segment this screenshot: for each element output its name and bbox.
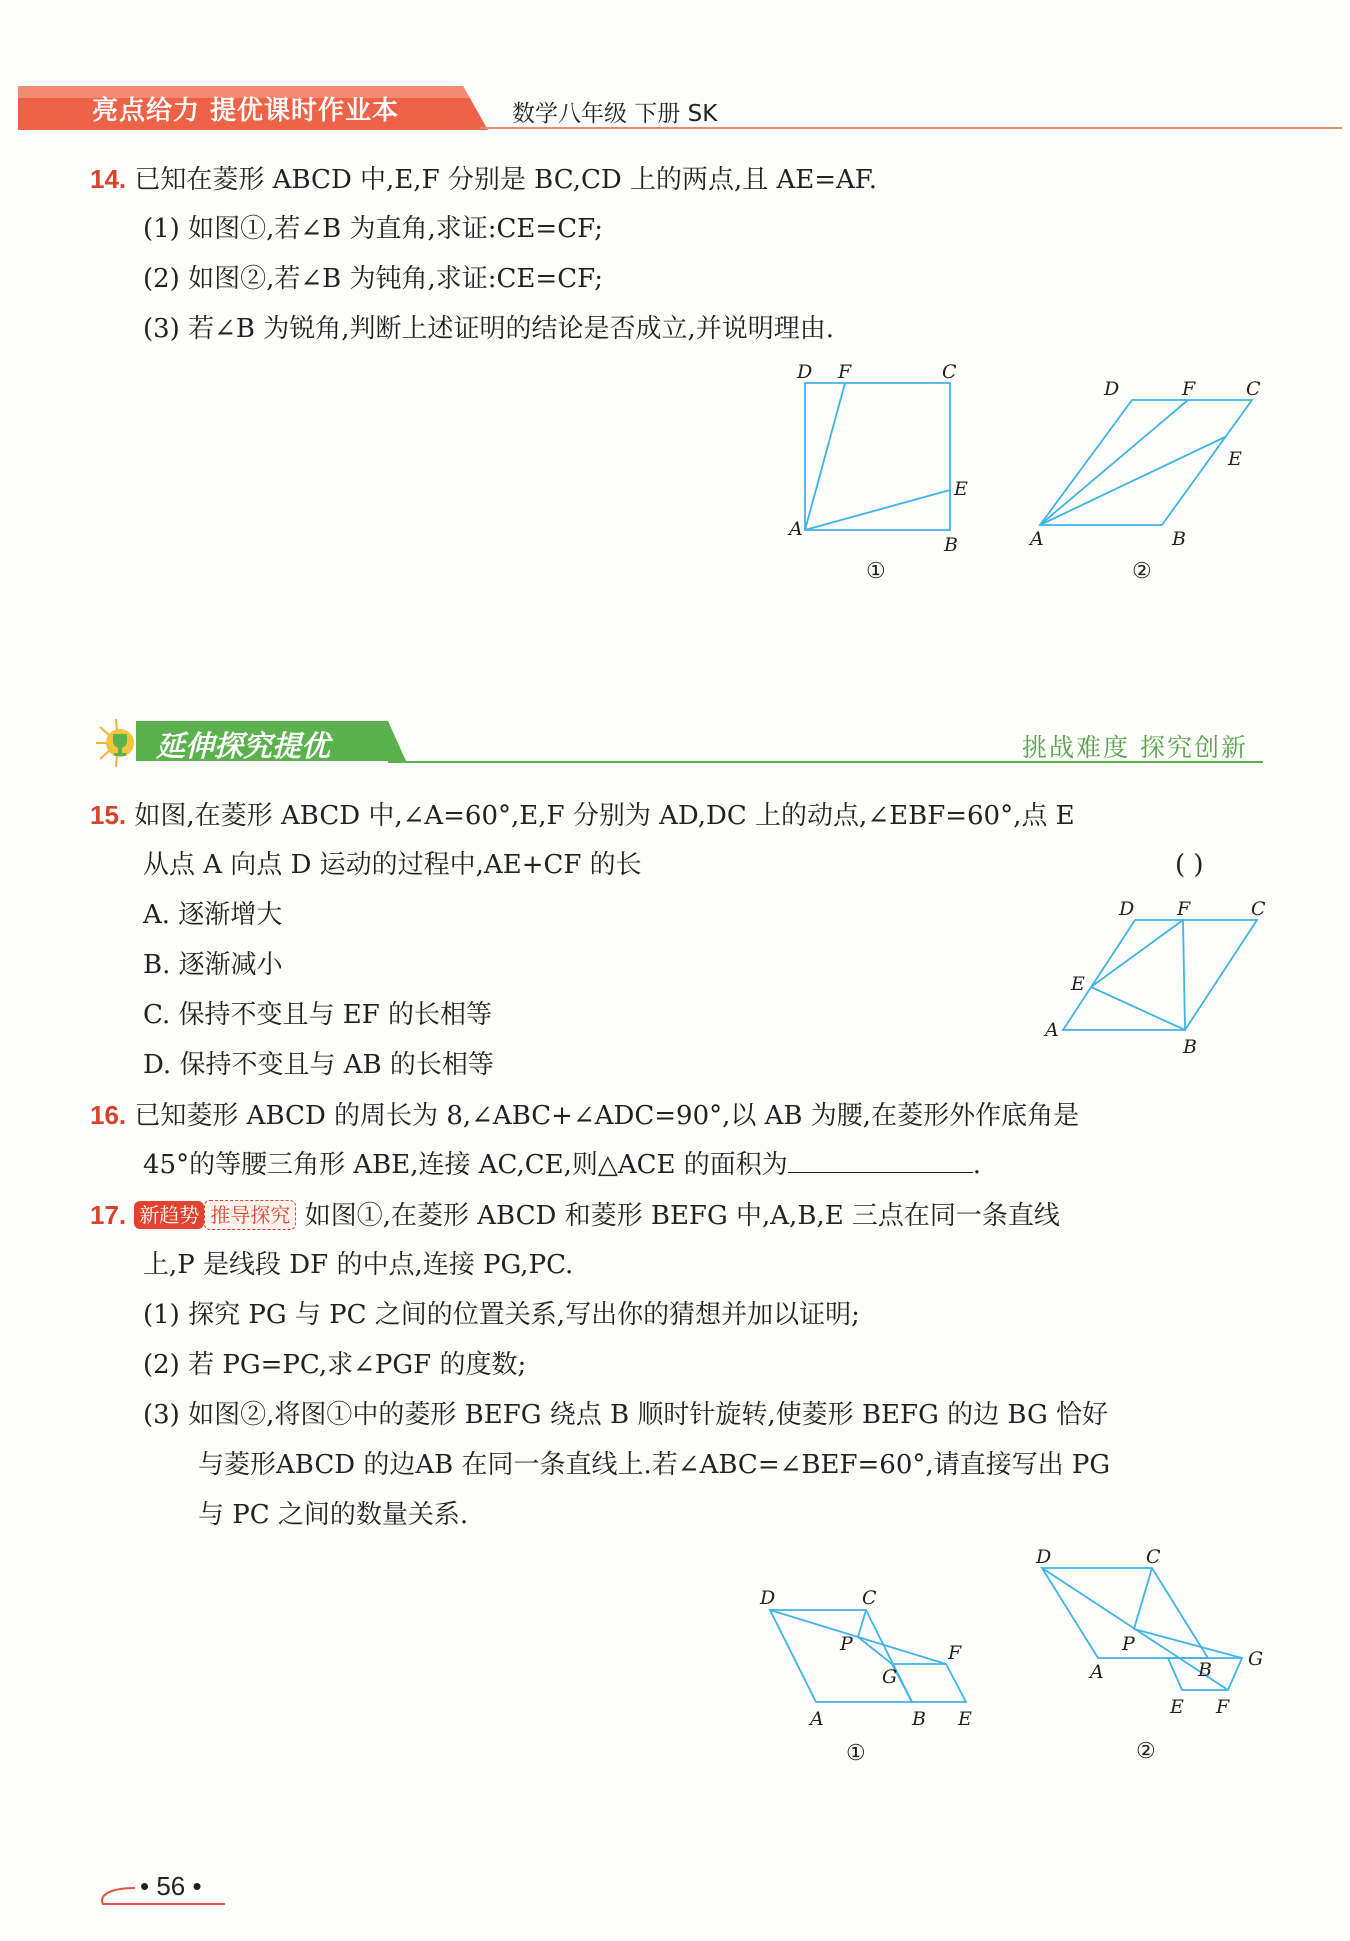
q15-fig-label-a: A	[1045, 1019, 1059, 1041]
q14-figure-2	[1020, 375, 1265, 590]
q17-figure-2	[1030, 1540, 1275, 1765]
q14-fig1-label-f: F	[838, 361, 852, 383]
q17-fig1-label-b: B	[912, 1708, 926, 1730]
q14-part-2: (2) 如图②,若∠B 为钝角,求证:CE=CF;	[143, 264, 603, 294]
q14-fig1-caption: ①	[866, 559, 886, 584]
q17-fig1-label-g: G	[882, 1666, 898, 1688]
q17-fig2-label-g: G	[1248, 1648, 1264, 1670]
q17-fig2-label-f: F	[1216, 1696, 1230, 1718]
q14-fig1-label-e: E	[954, 478, 968, 500]
q15-number: 15.	[90, 800, 127, 830]
q14-fig2-label-a: A	[1030, 528, 1044, 550]
q14-fig2-label-f: F	[1182, 378, 1196, 400]
q15-fig-label-e: E	[1071, 973, 1085, 995]
q17-line-2: 上,P 是线段 DF 的中点,连接 PG,PC.	[143, 1250, 574, 1280]
q15-fig-label-b: B	[1183, 1036, 1197, 1058]
q14-figure-1	[780, 355, 980, 590]
q15-fig-label-c: C	[1251, 898, 1266, 920]
q14-fig1-label-d: D	[797, 361, 813, 383]
q17-fig2-caption: ②	[1136, 1739, 1156, 1764]
q14-stem: 已知在菱形 ABCD 中,E,F 分别是 BC,CD 上的两点,且 AE=AF.	[134, 165, 878, 195]
q15-option-b: B. 逐渐减小	[143, 950, 283, 980]
q16-end: .	[972, 1150, 982, 1180]
q17-fig1-label-e: E	[958, 1708, 972, 1730]
q17-line-1	[90, 1198, 1060, 1233]
page-number: • 56 •	[140, 1871, 202, 1901]
q17-fig2-label-c: C	[1146, 1546, 1161, 1568]
q16-number: 16.	[90, 1100, 127, 1130]
q16-text-1: 已知菱形 ABCD 的周长为 8,∠ABC+∠ADC=90°,以 AB 为腰,在菱形外作底角是	[134, 1101, 1080, 1131]
q17-part-3-cont-1: 与菱形ABCD 的边AB 在同一条直线上.若∠ABC=∠BEF=60°,请直接写出 PG	[198, 1450, 1111, 1480]
q17-part-2: (2) 若 PG=PC,求∠PGF 的度数;	[143, 1350, 527, 1380]
header-subject: 数学八年级 下册 SK	[512, 101, 718, 127]
q14-part-1: (1) 如图①,若∠B 为直角,求证:CE=CF;	[143, 214, 603, 244]
q15-text-1: 如图,在菱形 ABCD 中,∠A=60°,E,F 分别为 AD,DC 上的动点,∠EBF=60°,点 E	[134, 801, 1075, 831]
q17-fig1-label-c: C	[862, 1587, 877, 1609]
q15-option-c: C. 保持不变且与 EF 的长相等	[143, 1000, 493, 1030]
q14-fig1-label-a: A	[789, 518, 803, 540]
q17-fig1-label-d: D	[760, 1587, 776, 1609]
q14-part-3: (3) 若∠B 为锐角,判断上述证明的结论是否成立,并说明理由.	[143, 314, 835, 344]
q16-text-2: 45°的等腰三角形 ABE,连接 AC,CE,则△ACE 的面积为	[143, 1150, 788, 1180]
q14-fig1-label-c: C	[942, 361, 957, 383]
q17-fig1-label-f: F	[948, 1642, 962, 1664]
q14-fig2-caption: ②	[1132, 559, 1152, 584]
q15-option-a: A. 逐渐增大	[143, 900, 283, 930]
q14-fig2-label-e: E	[1228, 448, 1242, 470]
q14-number: 14.	[90, 164, 127, 194]
q15-fig-label-f: F	[1177, 898, 1191, 920]
q16-line-1	[90, 1098, 1079, 1133]
q17-badge-new-trend: 新趋势	[134, 1201, 204, 1229]
q14-fig1-label-b: B	[944, 534, 958, 556]
q15-option-d: D. 保持不变且与 AB 的长相等	[143, 1050, 494, 1080]
q17-fig2-label-e: E	[1170, 1696, 1184, 1718]
q17-part-3: (3) 如图②,将图①中的菱形 BEFG 绕点 B 顺时针旋转,使菱形 BEFG 的边 BG 恰好	[143, 1400, 1108, 1430]
q17-part-1: (1) 探究 PG 与 PC 之间的位置关系,写出你的猜想并加以证明;	[143, 1300, 860, 1330]
section-tag: 挑战难度 探究创新	[1022, 733, 1248, 762]
q17-fig1-label-p: P	[840, 1633, 853, 1655]
q17-fig2-label-b: B	[1198, 1659, 1212, 1681]
q14-fig2-label-b: B	[1172, 528, 1186, 550]
q15-fig-label-d: D	[1119, 898, 1135, 920]
header-divider	[480, 127, 1342, 129]
q17-figure-1	[750, 1580, 990, 1765]
q16-answer-blank[interactable]	[788, 1150, 973, 1173]
header-title: 亮点给力 提优课时作业本	[92, 96, 400, 126]
q17-badge-derivation: 推导探究	[204, 1200, 296, 1230]
q16-line-2	[143, 1148, 981, 1182]
q17-fig2-label-a: A	[1090, 1661, 1104, 1683]
q17-text-1: 如图①,在菱形 ABCD 和菱形 BEFG 中,A,B,E 三点在同一条直线	[304, 1201, 1060, 1231]
q17-fig1-caption: ①	[846, 1741, 866, 1765]
q17-fig1-label-a: A	[810, 1708, 824, 1730]
q14-stem-line	[90, 162, 877, 197]
q14-fig2-label-c: C	[1246, 378, 1261, 400]
q15-line-1	[90, 798, 1075, 833]
q15-line-2: 从点 A 向点 D 运动的过程中,AE+CF 的长	[143, 850, 642, 880]
trophy-icon	[108, 732, 132, 758]
q17-fig2-label-p: P	[1122, 1633, 1135, 1655]
q14-fig2-label-d: D	[1104, 378, 1120, 400]
q17-part-3-cont-2: 与 PC 之间的数量关系.	[198, 1500, 469, 1530]
q15-answer-bracket: ( )	[1175, 850, 1204, 880]
q17-fig2-label-d: D	[1036, 1546, 1052, 1568]
section-title: 延伸探究提优	[156, 729, 331, 763]
q17-number: 17.	[90, 1200, 127, 1230]
q15-figure	[1035, 890, 1270, 1060]
